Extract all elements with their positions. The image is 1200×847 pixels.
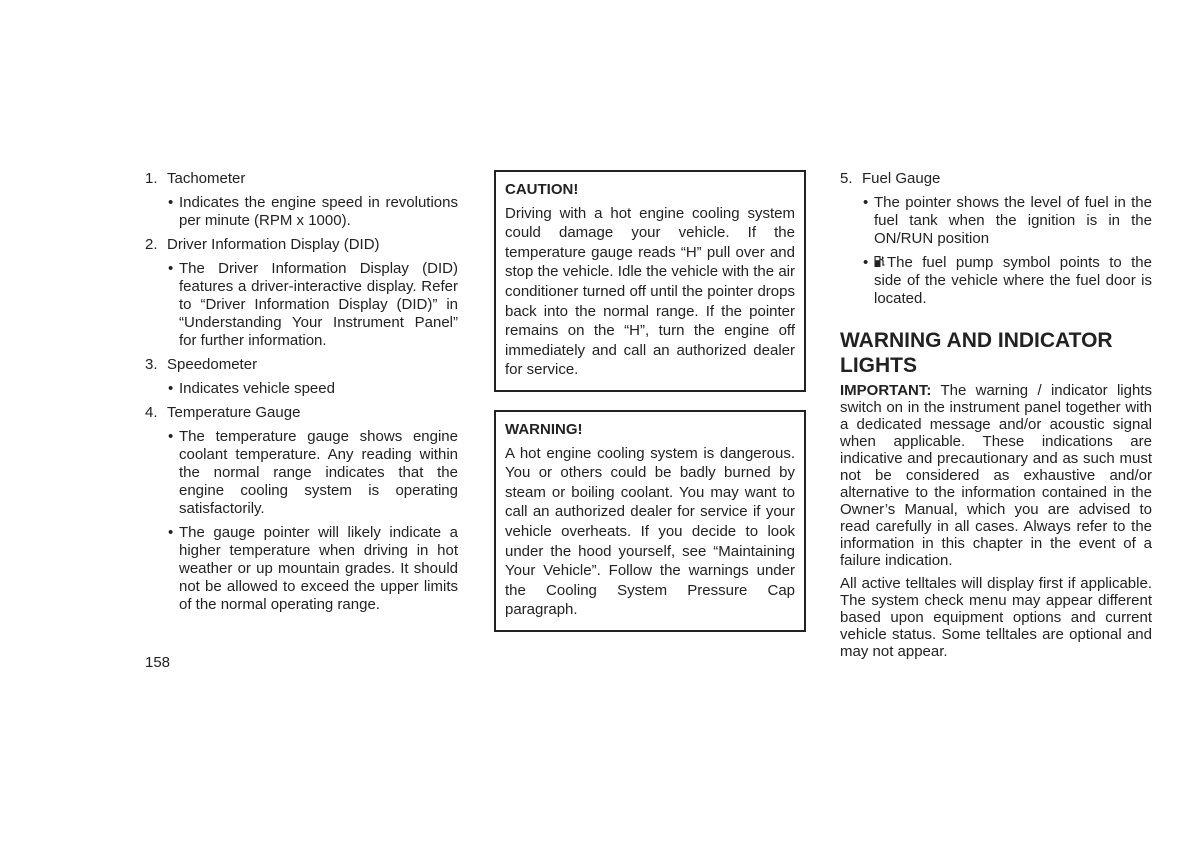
item-number: 4.	[145, 404, 158, 421]
bullet-dot-icon: •	[168, 260, 174, 277]
left-column	[145, 170, 458, 620]
item-label: Temperature Gauge	[167, 404, 301, 421]
bullet-text: The gauge pointer will likely indicate a higher temperature when driving in hot weather or up mountain grades. It should not be allowed to exceed the upper limits of the normal operating range.	[179, 524, 458, 613]
bullet-item	[863, 194, 1152, 248]
bullet-text: The pointer shows the level of fuel in the fuel tank when the ignition is in the ON/RUN position	[874, 194, 1152, 247]
important-paragraph	[840, 382, 1152, 569]
warning-title: WARNING!	[505, 420, 583, 438]
list-item-speedometer	[145, 356, 458, 374]
item-label: Fuel Gauge	[862, 170, 941, 187]
bullet-dot-icon: •	[863, 194, 869, 211]
caution-box	[494, 170, 806, 392]
item-label: Driver Information Display (DID)	[167, 236, 380, 253]
item-label: Speedometer	[167, 356, 258, 373]
important-text: The warning / indicator lights switch on in the instrument panel together with a dedicated message and/or acoustic signal when applicable. These indications are indicative and precautionary and as such must not be considered as exhaustive and/or alternative to the information contained in the Owner’s Manual, which you are advised to read carefully in all cases. Always refer to the information in this chapter in the event of a failure indication.	[840, 382, 1152, 569]
bullet-dot-icon: •	[168, 428, 174, 445]
bullet-text: Indicates vehicle speed	[179, 380, 335, 397]
item-number: 1.	[145, 170, 158, 187]
bullet-dot-icon: •	[168, 194, 174, 211]
bullet-text: The temperature gauge shows engine coolant temperature. Any reading within the normal range indicates that the engine cooling system is operating satisfactorily.	[179, 428, 458, 517]
bullet-item	[168, 380, 458, 398]
caution-body: Driving with a hot engine cooling system could damage your vehicle. If the temperature gauge reads “H” pull over and stop the vehicle. Idle the vehicle with the air conditioner turned off until the pointer drops back into the normal range. If the pointer remains on the “H”, turn the engine off immediately and call an authorized dealer for service.	[505, 204, 795, 379]
bullet-dot-icon: •	[168, 524, 174, 541]
fuel-bullet-text: The fuel pump symbol points to the side of the vehicle where the fuel door is located.	[874, 254, 1152, 307]
warning-body: A hot engine cooling system is dangerous. You or others could be badly burned by steam or boiling coolant. You may want to call an authorized dealer for service if your vehicle overheats. If you decide to look under the hood yourself, see “Maintaining Your Vehicle”. Follow the warnings under the Cooling System Pressure Cap paragraph.	[505, 444, 795, 619]
bullet-dot-icon: •	[168, 380, 174, 397]
list-item-did	[145, 236, 458, 254]
fuel-pump-icon	[874, 255, 885, 268]
list-item-temperature	[145, 404, 458, 422]
item-label: Tachometer	[167, 170, 246, 187]
right-column	[840, 170, 1152, 666]
item-number: 5.	[840, 170, 853, 187]
item-number: 3.	[145, 356, 158, 373]
bullet-item	[168, 428, 458, 518]
important-label: IMPORTANT:	[840, 382, 932, 399]
section-title: WARNING AND INDICATOR LIGHTS	[840, 329, 1113, 377]
caution-title: CAUTION!	[505, 181, 579, 198]
bullet-dot-icon: •	[863, 254, 869, 271]
warning-box	[494, 410, 806, 632]
page-number: 158	[145, 654, 171, 671]
bullet-item	[168, 194, 458, 230]
list-item-tachometer	[145, 170, 458, 188]
bullet-text: The Driver Information Display (DID) features a driver-interactive display. Refer to “Driver Information Display (DID)” in “Understanding Your Instrument Panel” for further information.	[179, 260, 458, 349]
list-item-fuel-gauge	[840, 170, 1152, 188]
item-number: 2.	[145, 236, 158, 253]
bullet-item	[168, 260, 458, 350]
middle-column	[494, 170, 806, 632]
bullet-text: Indicates the engine speed in revolutions per minute (RPM x 1000).	[179, 194, 458, 229]
bullet-item	[863, 254, 1152, 308]
bullet-item	[168, 524, 458, 614]
telltales-paragraph: All active telltales will display first if applicable. The system check menu may appear different based upon equipment options and current vehicle status. Some telltales are optional and may not appear.	[840, 575, 1152, 660]
bullet-text-with-icon	[874, 254, 1152, 308]
